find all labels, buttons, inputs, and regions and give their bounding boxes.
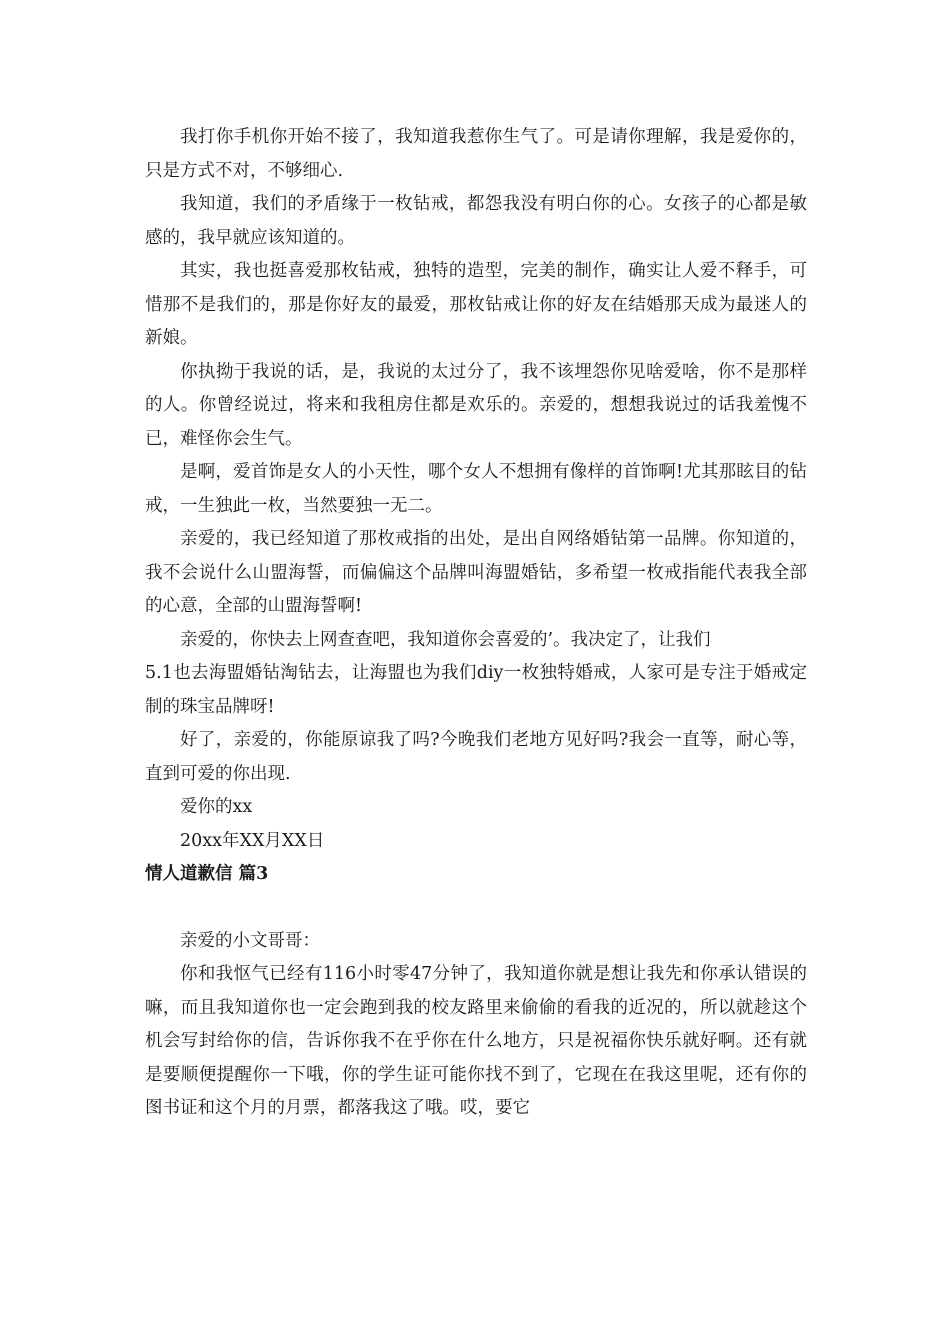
- letter-signature: 爱你的xx: [180, 797, 253, 817]
- letter-paragraph: 好了，亲爱的，你能原谅我了吗?今晚我们老地方见好吗?我会一直等，耐心等，直到可爱的你出现.: [145, 730, 807, 784]
- letter-paragraph: 你和我怄气已经有116小时零47分钟了，我知道你就是想让我先和你承认错误的嘛，而且我知道你也一定会跑到我的校友路里来偷偷的看我的近况的，所以就趁这个机会写封给你的信，告诉你我不在乎你在什么地方，只是祝福你快乐就好啊。还有就是要顺便提醒你一下哦，你的学生证可能你找不到了，它现在在我这里呢，还有你的图书证和这个月的月票，都落我这了哦。哎，要它: [145, 964, 807, 1118]
- letter-greeting: 亲爱的小文哥哥：: [180, 930, 320, 951]
- letter-paragraph: 亲爱的，你快去上网查查吧，我知道你会喜爱的’。我决定了，让我们: [180, 629, 711, 650]
- letter-paragraph: 是啊，爱首饰是女人的小天性，哪个女人不想拥有像样的首饰啊!尤其那眩目的钻戒，一生独此一枚，当然要独一无二。: [145, 462, 807, 516]
- letter-date: 20xx年XX月XX日: [180, 830, 325, 851]
- letter-paragraph: 你执拗于我说的话，是，我说的太过分了，我不该埋怨你见啥爱啥，你不是那样的人。你曾经说过，将来和我租房住都是欢乐的。亲爱的，想想我说过的话我羞愧不已，难怪你会生气。: [145, 361, 807, 449]
- letter-paragraph: 5.1也去海盟婚钻淘钻去，让海盟也为我们diy一枚独特婚戒，人家可是专注于婚戒定制的珠宝品牌呀!: [145, 663, 807, 717]
- letter-paragraph: 亲爱的，我已经知道了那枚戒指的出处，是出自网络婚钻第一品牌。你知道的，我不会说什么山盟海誓，而偏偏这个品牌叫海盟婚钻，多希望一枚戒指能代表我全部的心意，全部的山盟海誓啊!: [145, 529, 807, 616]
- document-page: [145, 121, 807, 1126]
- section-heading: 情人道歉信 篇3: [145, 864, 269, 884]
- letter-paragraph: 我知道，我们的矛盾缘于一枚钻戒，都怨我没有明白你的心。女孩子的心都是敏感的，我早就应该知道的。: [145, 194, 807, 248]
- letter-paragraph: 我打你手机你开始不接了，我知道我惹你生气了。可是请你理解，我是爱你的，只是方式不对，不够细心.: [145, 127, 807, 181]
- letter-paragraph: 其实，我也挺喜爱那枚钻戒，独特的造型，完美的制作，确实让人爱不释手，可惜那不是我们的，那是你好友的最爱，那枚钻戒让你的好友在结婚那天成为最迷人的新娘。: [145, 261, 807, 348]
